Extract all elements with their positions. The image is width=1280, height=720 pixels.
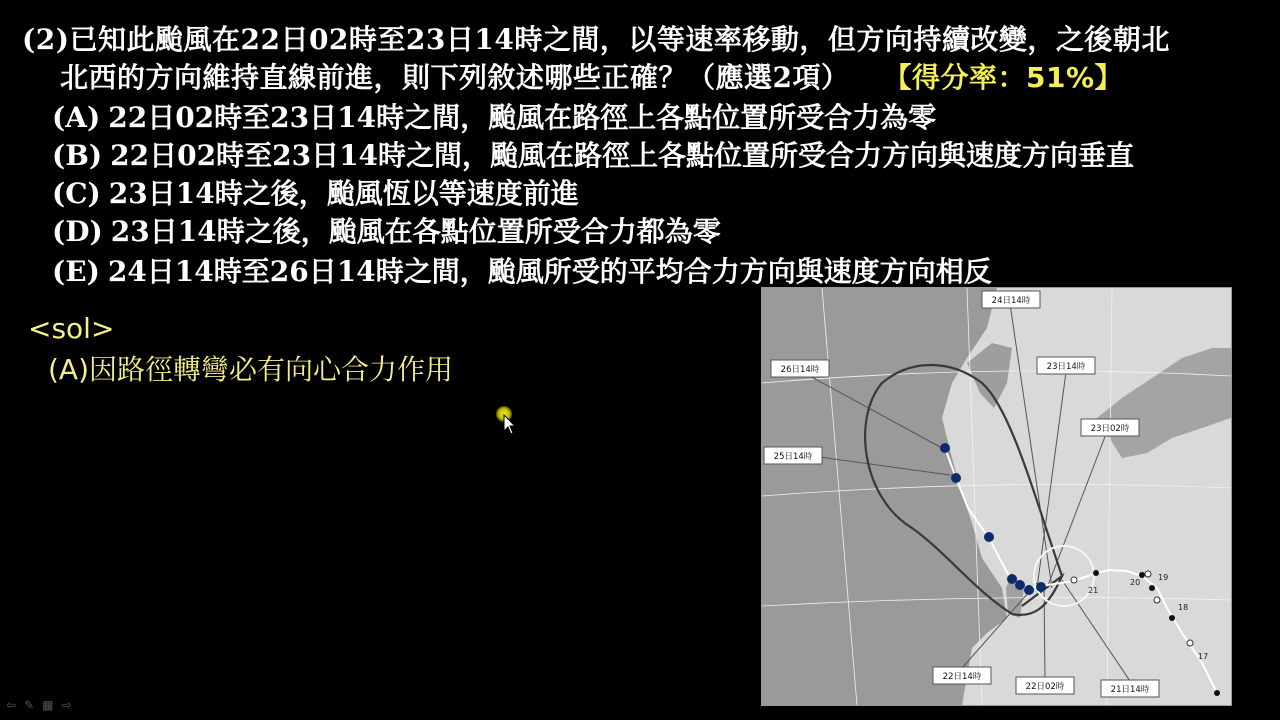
arrow-left-icon[interactable]: ⇦ (6, 698, 17, 712)
track-dot (1015, 580, 1025, 590)
track-dot (1036, 582, 1046, 592)
track-dot (951, 473, 961, 483)
question-line-1 (22, 18, 1170, 58)
label-22-02: 22日02時 (1025, 682, 1065, 692)
track-dot-small (1093, 570, 1099, 576)
score-rate-badge: 【得分率：51%】 (897, 61, 1124, 94)
track-dot-small (1071, 577, 1077, 583)
label-26-14: 26日14時 (780, 365, 820, 375)
label-23-14: 23日14時 (1046, 362, 1086, 372)
option-text: 23日14時之後，颱風在各點位置所受合力都為零 (110, 215, 721, 248)
option-letter: (D) (52, 215, 103, 248)
track-dot-small (1187, 640, 1193, 646)
option-text: 23日14時之後，颱風恆以等速度前進 (108, 177, 579, 210)
label-25-14: 25日14時 (773, 452, 813, 462)
label-24-14: 24日14時 (991, 296, 1031, 306)
track-dot (1007, 574, 1017, 584)
solution-title: <sol> (28, 312, 115, 345)
arrow-right-icon[interactable]: ⇨ (61, 698, 72, 712)
question-line-2 (60, 56, 1123, 96)
day-mark-20: 20 (1130, 578, 1141, 587)
solution-a: (A)因路徑轉彎必有向心合力作用 (48, 353, 454, 386)
track-dot-small (1214, 690, 1220, 696)
option-text: 22日02時至23日14時之間，颱風在路徑上各點位置所受合力方向與速度方向垂直 (110, 139, 1135, 172)
typhoon-track-map (761, 287, 1232, 706)
track-dot (1024, 585, 1034, 595)
mouse-cursor-icon (503, 414, 517, 436)
option-b (52, 134, 1134, 174)
screen-icon[interactable]: ▦ (42, 698, 54, 712)
track-dot-small (1154, 597, 1160, 603)
label-23-02: 23日02時 (1090, 424, 1130, 434)
label-22-14: 22日14時 (942, 672, 982, 682)
question-text-2: 北西的方向維持直線前進，則下列敘述哪些正確？（應選2項） (60, 61, 850, 94)
day-mark-17: 17 (1198, 652, 1209, 661)
option-a (52, 96, 936, 136)
track-dot (940, 443, 950, 453)
track-dot-small (1149, 585, 1155, 591)
slideshow-toolbar (6, 698, 72, 712)
track-dot (984, 532, 994, 542)
option-letter: (A) (52, 101, 101, 134)
option-letter: (B) (52, 139, 103, 172)
option-e (52, 250, 992, 290)
option-text: 22日02時至23日14時之間，颱風在路徑上各點位置所受合力為零 (108, 101, 937, 134)
option-letter: (E) (52, 255, 100, 288)
pen-icon[interactable]: ✎ (24, 698, 35, 712)
option-c (52, 172, 579, 212)
option-text: 24日14時至26日14時之間，颱風所受的平均合力方向與速度方向相反 (107, 255, 992, 288)
label-21-14: 21日14時 (1110, 685, 1150, 695)
track-dot-small (1145, 571, 1151, 577)
track-dot-small (1169, 615, 1175, 621)
day-mark-19: 19 (1158, 573, 1169, 582)
option-d (52, 210, 721, 250)
day-mark-18: 18 (1178, 603, 1189, 612)
day-mark-21: 21 (1088, 586, 1099, 595)
option-letter: (C) (52, 177, 101, 210)
question-text-1: (2)已知此颱風在22日02時至23日14時之間，以等速率移動，但方向持續改變，之後朝北 (22, 23, 1170, 56)
